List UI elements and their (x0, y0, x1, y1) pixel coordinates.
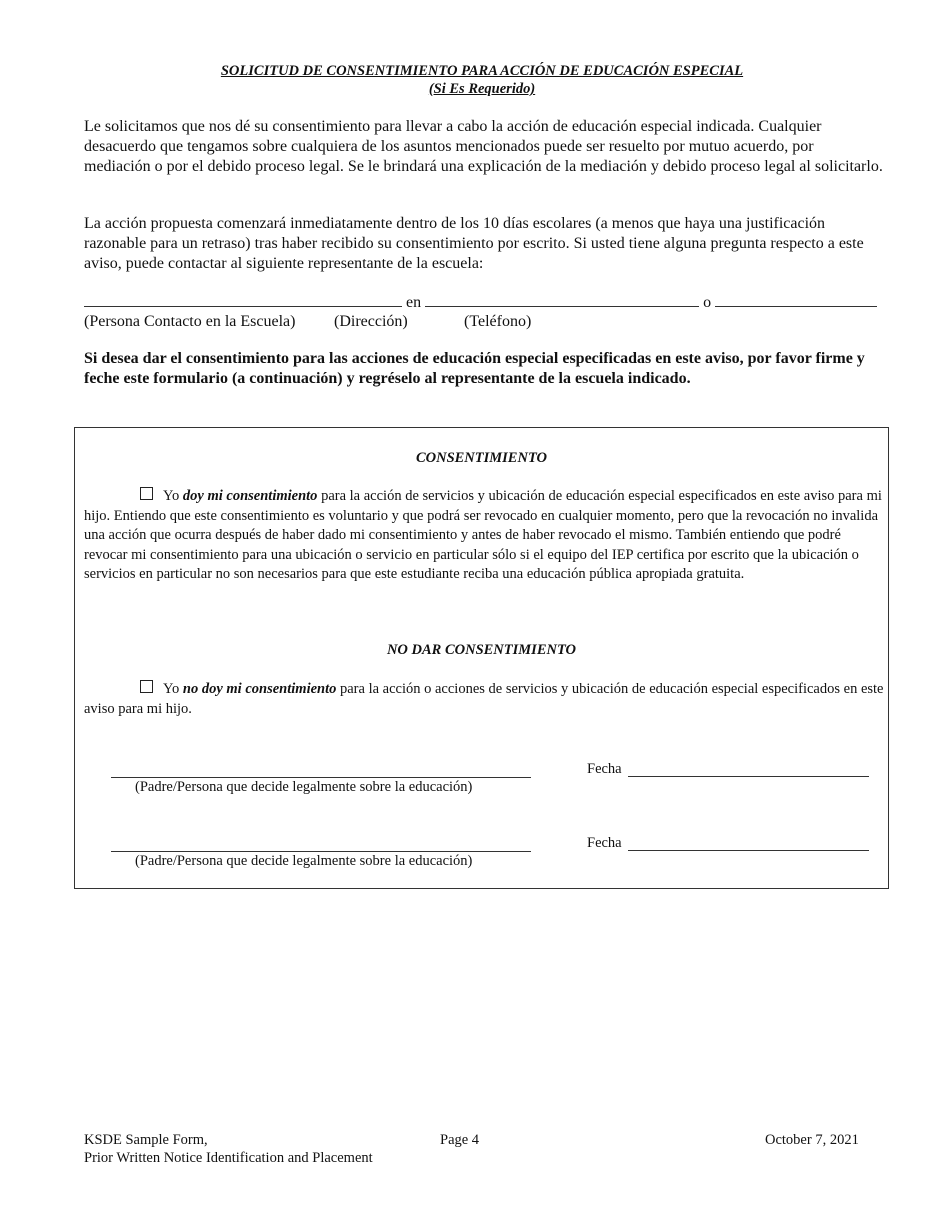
no-consent-prefix: Yo (163, 681, 180, 697)
consent-heading: CONSENTIMIENTO (415, 450, 548, 466)
no-consent-heading: NO DAR CONSENTIMIENTO (386, 642, 577, 658)
no-consent-paragraph (84, 680, 884, 719)
school-contact-field[interactable] (84, 292, 402, 307)
footer-page-number: Page 4 (440, 1132, 480, 1148)
contact-phone-label: (Teléfono) (464, 313, 532, 330)
contact-person-label: (Persona Contacto en la Escuela) (84, 313, 296, 330)
consent-box (74, 427, 889, 889)
no-consent-text: para la acción o acciones de servicios y ubicación de educación especial especificados en este aviso para mi hijo. (84, 681, 884, 717)
footer-date: October 7, 2021 (765, 1132, 859, 1148)
instruction-text: Si desea dar el consentimiento para las acciones de educación especial especificadas en este aviso, por favor firme y feche este formulario (a continuación) y regréselo al representante de la escuela indicado. (84, 350, 865, 387)
intro-paragraph-1: Le solicitamos que nos dé su consentimiento para llevar a cabo la acción de educación especial indicada. Cualquier desacuerdo que tengamos sobre cualquiera de los asuntos mencionados puede ser resuelto por mutuo acuerdo, por mediación o por el debido proceso legal. Se le brindará una explicación de la mediación y debido proceso legal al solicitarlo. (84, 118, 883, 175)
footer-form-name: KSDE Sample Form, (84, 1132, 208, 1148)
footer-form-subtitle: Prior Written Notice Identification and Placement (84, 1150, 373, 1166)
no-consent-checkbox[interactable] (140, 680, 153, 693)
intro-paragraph-2: La acción propuesta comenzará inmediatamente dentro de los 10 días escolares (a menos que haya una justificación razonable para un retraso) tras haber recibido su consentimiento por escrito. Si usted tiene alguna pregunta respecto a este aviso, puede contactar al siguiente representante de la escuela: (84, 215, 864, 272)
parent-signature-caption-1: (Padre/Persona que decide legalmente sobre la educación) (135, 779, 473, 795)
page-title: SOLICITUD DE CONSENTIMIENTO PARA ACCIÓN DE EDUCACIÓN ESPECIAL (220, 63, 744, 79)
contact-fill-line (84, 292, 877, 313)
school-phone-field[interactable] (715, 292, 877, 307)
consent-emphasis: doy mi consentimiento (182, 488, 318, 504)
contact-address-label: (Dirección) (334, 313, 408, 330)
contact-labels (84, 312, 531, 332)
school-address-field[interactable] (425, 292, 699, 307)
date-label-2: Fecha (587, 835, 622, 851)
date-label-1: Fecha (587, 761, 622, 777)
date-field-2[interactable] (628, 850, 869, 851)
date-field-1[interactable] (628, 776, 869, 777)
consent-text: para la acción de servicios y ubicación de educación especial especificados en este aviso para mi hijo. Entiendo que este consentimiento es voluntario y que podrá ser revocado en cualquier momento, pero que la revocación no invalida una acción que ocurra después de haber dado mi consentimiento y antes de haber revocado el mismo. También entiendo que podré revocar mi consentimiento para una ubicación o servicio en particular sólo si el equipo del IEP certifica por escrito que la ubicación o servicios en particular no son necesarios para que este estudiante reciba una educación pública apropiada gratuita. (84, 488, 882, 582)
contact-connector-or: o (703, 294, 712, 311)
consent-paragraph (84, 487, 884, 585)
page-subtitle: (Si Es Requerido) (428, 81, 536, 97)
contact-connector-at: en (406, 294, 422, 311)
no-consent-emphasis: no doy mi consentimiento (182, 681, 337, 697)
parent-signature-caption-2: (Padre/Persona que decide legalmente sobre la educación) (135, 853, 473, 869)
consent-prefix: Yo (163, 488, 180, 504)
consent-checkbox[interactable] (140, 487, 153, 500)
